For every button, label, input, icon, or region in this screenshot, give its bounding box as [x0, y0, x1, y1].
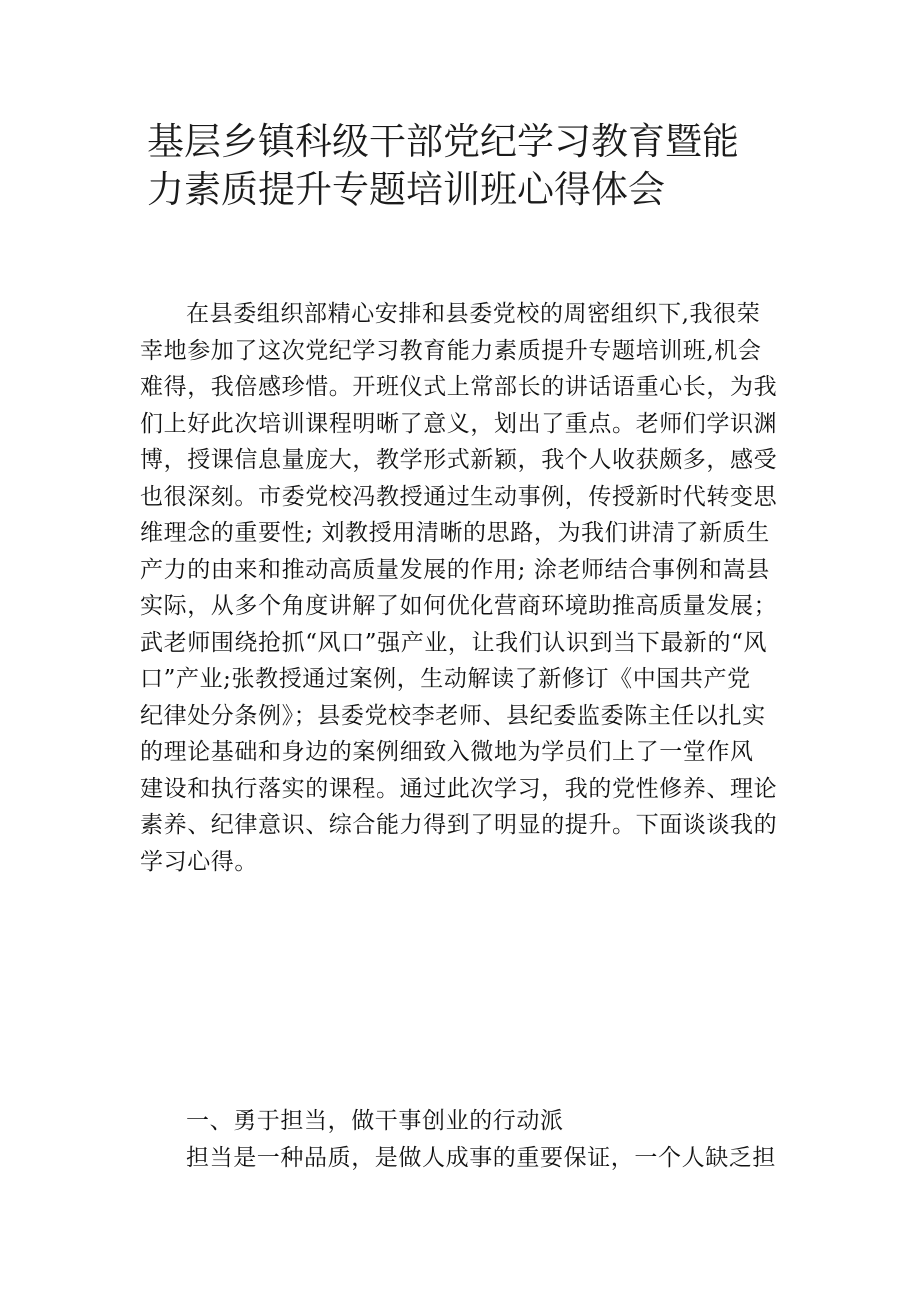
paragraph-line: 幸地参加了这次党纪学习教育能力素质提升专题培训班,机会: [140, 337, 762, 364]
paragraph-line: 博，授课信息量庞大，教学形式新颖，我个人收获颇多，感受: [140, 447, 778, 473]
document-title: [147, 118, 787, 214]
paragraph-line: 学习心得。: [140, 848, 258, 875]
paragraph-line: 武老师围绕抢抓“风口”强产业，让我们认识到当下最新的“风: [140, 629, 768, 656]
title-line: 力素质提升专题培训班心得体会: [147, 168, 665, 211]
paragraph-line: 建设和执行落实的课程。通过此次学习，我的党性修养、理论: [140, 775, 778, 802]
paragraph-line: 实际，从多个角度讲解了如何优化营商环境助推高质量发展；: [140, 593, 778, 619]
section-one: [140, 1103, 796, 1177]
section-heading: 一、勇于担当，做干事创业的行动派: [186, 1108, 564, 1134]
paragraph-line: 素养、纪律意识、综合能力得到了明显的提升。下面谈谈我的: [140, 812, 778, 838]
section-paragraph-line: 担当是一种品质，是做人成事的重要保证，一个人缺乏担: [186, 1145, 776, 1171]
paragraph-line: 在县委组织部精心安排和县委党校的周密组织下,我很荣: [186, 301, 761, 327]
paragraph-line: 也很深刻。市委党校冯教授通过生动事例，传授新时代转变思: [140, 483, 778, 510]
paragraph-line: 们上好此次培训课程明晰了意义，划出了重点。老师们学识渊: [140, 410, 778, 437]
paragraph-line: 维理念的重要性; 刘教授用清晰的思路，为我们讲清了新质生: [140, 520, 770, 546]
title-line: 基层乡镇科级干部党纪学习教育暨能: [147, 120, 739, 163]
paragraph-line: 难得，我倍感珍惜。开班仪式上常部长的讲话语重心长，为我: [140, 374, 778, 400]
paragraph-line: 口”产业;张教授通过案例，生动解读了新修订《中国共产党: [140, 666, 751, 692]
intro-paragraph: [140, 296, 796, 880]
paragraph-line: 产力的由来和推动高质量发展的作用; 涂老师结合事例和嵩县: [140, 556, 770, 583]
paragraph-line: 的理论基础和身边的案例细致入微地为学员们上了一堂作风: [140, 739, 754, 765]
paragraph-line: 纪律处分条例》；县委党校李老师、县纪委监委陈主任以扎实: [140, 702, 766, 729]
